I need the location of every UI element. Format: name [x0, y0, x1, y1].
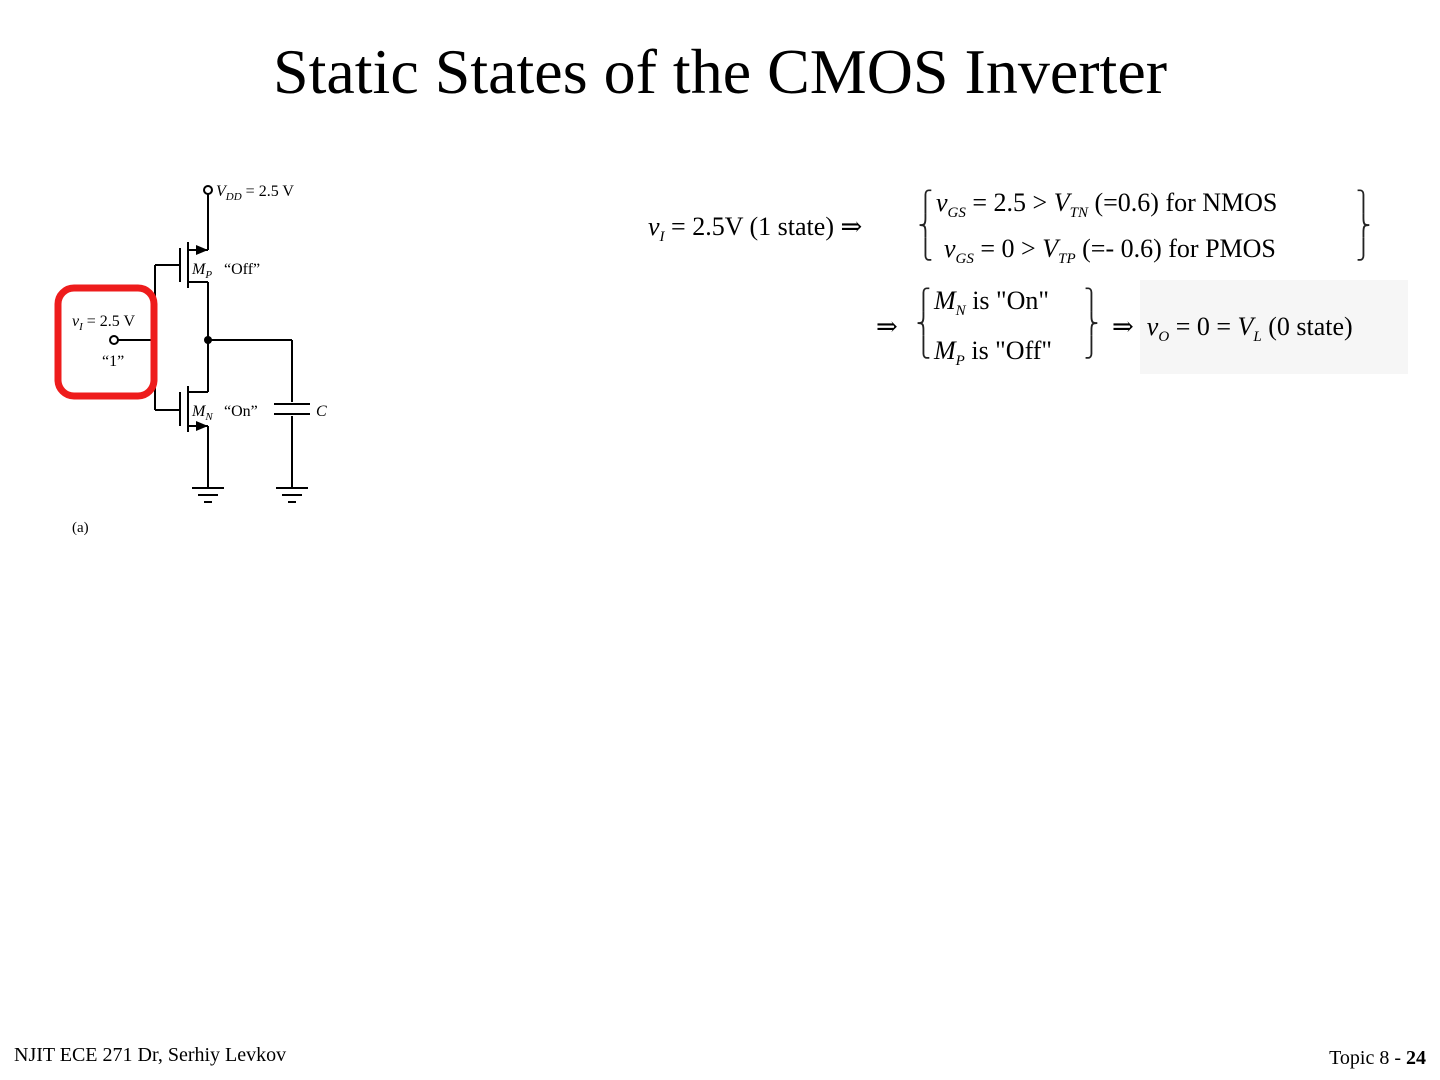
slide-title: Static States of the CMOS Inverter — [272, 36, 1168, 107]
right-bracket: ⎫ ⎬ ⎭ — [1356, 191, 1371, 261]
capacitor-label: C — [316, 403, 327, 420]
left-bracket: ⎧ ⎨ ⎩ — [918, 191, 933, 261]
mn-label: $M_N$ — [192, 403, 213, 423]
footer-topic — [1329, 1047, 1426, 1070]
input-logic-label: “1” — [102, 353, 125, 370]
pmos-arrow — [196, 245, 208, 255]
equation-input-state: $v_I = 2.5V$ (1 state) ⇒ — [648, 212, 863, 245]
equation-mn-state: $M_N$ is "On" — [934, 286, 1050, 319]
equation-pmos-condition: $v_{GS} = 0 > V_{TP}$ (=- 0.6) for PMOS — [944, 234, 1276, 267]
input-terminal — [110, 336, 118, 344]
footer-page-number: 24 — [1406, 1047, 1426, 1069]
figure-label: (a) — [72, 520, 89, 536]
mp-state: “Off” — [224, 261, 261, 278]
right-bracket-2: ⎫ ⎬ ⎭ — [1084, 289, 1099, 359]
implies-arrow: ⇒ — [876, 312, 898, 341]
output-node — [204, 336, 212, 344]
left-bracket-2: ⎧ ⎨ ⎩ — [916, 289, 931, 359]
mn-state: “On” — [224, 403, 258, 420]
input-highlight-box — [58, 288, 154, 396]
vdd-label: $V_{DD} = 2.5$ V — [216, 183, 294, 203]
equation-mp-state: $M_P$ is "Off" — [934, 336, 1053, 369]
cmos-inverter-circuit — [40, 170, 380, 550]
equation-nmos-condition: $v_{GS} = 2.5 > V_{TN}$ (=0.6) for NMOS — [936, 188, 1278, 221]
equation-output-state: ⇒ $v_O = 0 = V_L$ (0 state) — [1112, 312, 1353, 345]
footer-course-info: NJIT ECE 271 Dr, Serhiy Levkov — [14, 1044, 287, 1066]
mp-label: $M_P$ — [192, 261, 213, 281]
vdd-terminal — [204, 186, 212, 194]
vi-label: $v_I = 2.5$ V — [72, 313, 136, 333]
footer-topic-label: Topic 8 - — [1329, 1047, 1406, 1069]
